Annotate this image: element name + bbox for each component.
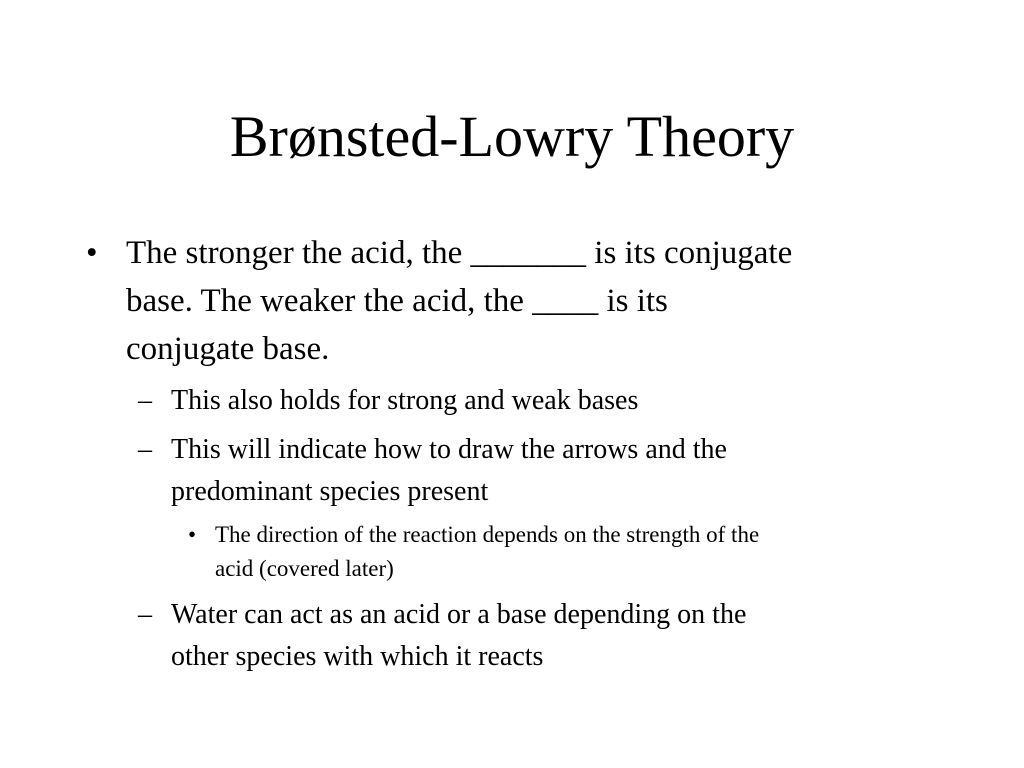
slide-title: Brønsted-Lowry Theory <box>229 104 795 169</box>
sub-sub-bullet-line: The direction of the reaction depends on the strength of the <box>215 522 760 547</box>
sub-bullet-line: This will indicate how to draw the arrows and the <box>171 434 727 465</box>
sub-bullet-line: other species with which it reacts <box>171 641 544 672</box>
bullet-line: base. The weaker the acid, the ____ is its <box>126 283 668 319</box>
bullet-marker: • <box>188 522 197 547</box>
bullet-line: The stronger the acid, the _______ is its conjugate <box>126 235 793 271</box>
sub-bullet-line: predominant species present <box>171 476 489 507</box>
sub-bullet-arrows <box>171 429 727 513</box>
bullet-marker: • <box>86 235 98 271</box>
sub-sub-bullet-direction <box>215 518 759 586</box>
dash-marker: – <box>138 599 152 630</box>
sub-sub-bullet-line: acid (covered later) <box>215 556 394 581</box>
sub-bullet-line: Water can act as an acid or a base depending on the <box>171 599 747 630</box>
sub-bullet-line: This also holds for strong and weak bases <box>171 385 639 416</box>
dash-marker: – <box>138 434 152 465</box>
bullet-line: conjugate base. <box>126 331 330 367</box>
dash-marker: – <box>138 385 152 416</box>
bullet-text-stronger-acid <box>126 229 792 373</box>
sub-bullet-water <box>171 594 746 678</box>
sub-bullet-bases <box>171 380 638 422</box>
